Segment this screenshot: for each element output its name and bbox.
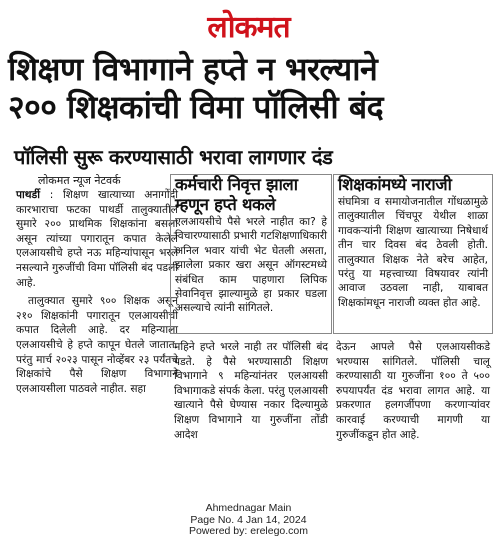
article-paragraph-2: तालुक्यात सुमारे ९०० शिक्षक असून २१० शिक्षकांनी पगारातून एलआयसीची कपात दिलेली आहे. दर महिन्याला एलआयसीचे हे हप्ते कापून घेतले जातात. परंतु मार्च २०२३ पासून नोव्हेंबर २३ पर्यंतचे शिक्षकांचे पैसे शिक्षण विभागाने एलआयसीला पाठवले नाहीत. सहा — [16, 295, 178, 395]
article-paragraph-1 — [16, 188, 178, 290]
sidebar-box-heading: कर्मचारी निवृत्त झाला म्हणून हप्ते थकले — [175, 175, 298, 214]
article-column-1 — [16, 188, 178, 396]
article-column-2: महिने हप्ते भरले नाही तर पॉलिसी बंद पडते. हे पैसे भरण्यासाठी शिक्षण विभागाने ९ महिन्यांनंतर एलआयसी विभागाकडे संपर्क केला. परंतु एलआयसी खात्याने पैसे घेण्यास नकार दिल्यामुळे शिक्षण विभागाने या गुरुजींना तोंडी आदेश — [174, 341, 328, 441]
page-footer — [0, 503, 497, 538]
sidebar-box-body: एलआयसीचे पैसे भरले नाहीत का? हे विचारण्यासाठी प्रभारी गटशिक्षणाधिकारी अनिल भवार यांची भेट घेतली असता, झालेला प्रकार खरा असून ऑगस्टमध्ये संबंधित काम पाहणारा लिपिक सेवानिवृत्त झाल्यामुळे हा प्रकार घडला असल्याचे त्यांनी सांगितले. — [175, 216, 327, 315]
article-column-3: देऊन आपले पैसे एलआयसीकडे भरण्यास सांगितले. पॉलिसी चालू करण्यासाठी या गुरुजींना १०० ते ५०० रुपयापर्यंत दंड भरावा लागत आहे. या प्रकरणात हलगर्जीपणा करणाऱ्यांवर कारवाई करण्याची मागणी या गुरुजींकडून होत आहे. — [336, 341, 490, 441]
sidebar-box-heading: शिक्षकांमध्ये नाराजी — [338, 175, 452, 194]
headline-line-2: २०० शिक्षकांची विमा पॉलिसी बंद — [8, 88, 384, 126]
newspaper-logo: लोकमत — [207, 9, 290, 45]
paragraph-1-text: : शिक्षण खात्याच्या अनागोंदी कारभाराचा फटका पाथर्डी तालुक्यातील सुमारे २०० प्राथमिक शिक्षकांना बसला असून त्यांच्या पगारातून कपात केलेले एलआयसीचे हप्ते नऊ महिन्यांपासून भरले नसल्याने गुरुजींची विमा पॉलिसी बंद पडली आहे. — [16, 189, 178, 289]
sidebar-box-retirement — [170, 174, 332, 334]
headline-line-1: शिक्षण विभागाने हप्ते न भरल्याने — [8, 50, 378, 88]
footer-edition: Ahmednagar Main — [205, 502, 292, 514]
headline — [8, 50, 494, 126]
subheadline: पॉलिसी सुरू करण्यासाठी भरावा लागणार दंड — [14, 145, 333, 169]
sidebar-box-body: संघमित्रा व समायोजनातील गोंधळामुळे तालुक्यातील चिंचपूर येथील शाळा गावकऱ्यांनी शिक्षण खात्याच्या निषेधार्थ तीन चार दिवस बंद ठेवली होती. तालुक्यात शिक्षक नेते बरेच आहेत, परंतु या महत्त्वाच्या विषयावर त्यांनी आवाज उठवला नाही, याबाबत शिक्षकांमधून नाराजी व्यक्त होत आहे. — [338, 196, 488, 309]
dateline: पाथर्डी — [16, 189, 40, 201]
footer-powered-by: Powered by: erelego.com — [188, 525, 309, 537]
footer-page-date: Page No. 4 Jan 14, 2024 — [190, 513, 307, 526]
sidebar-box-teacher-displeasure — [333, 174, 493, 334]
byline: लोकमत न्यूज नेटवर्क — [38, 174, 121, 187]
masthead — [0, 4, 497, 46]
